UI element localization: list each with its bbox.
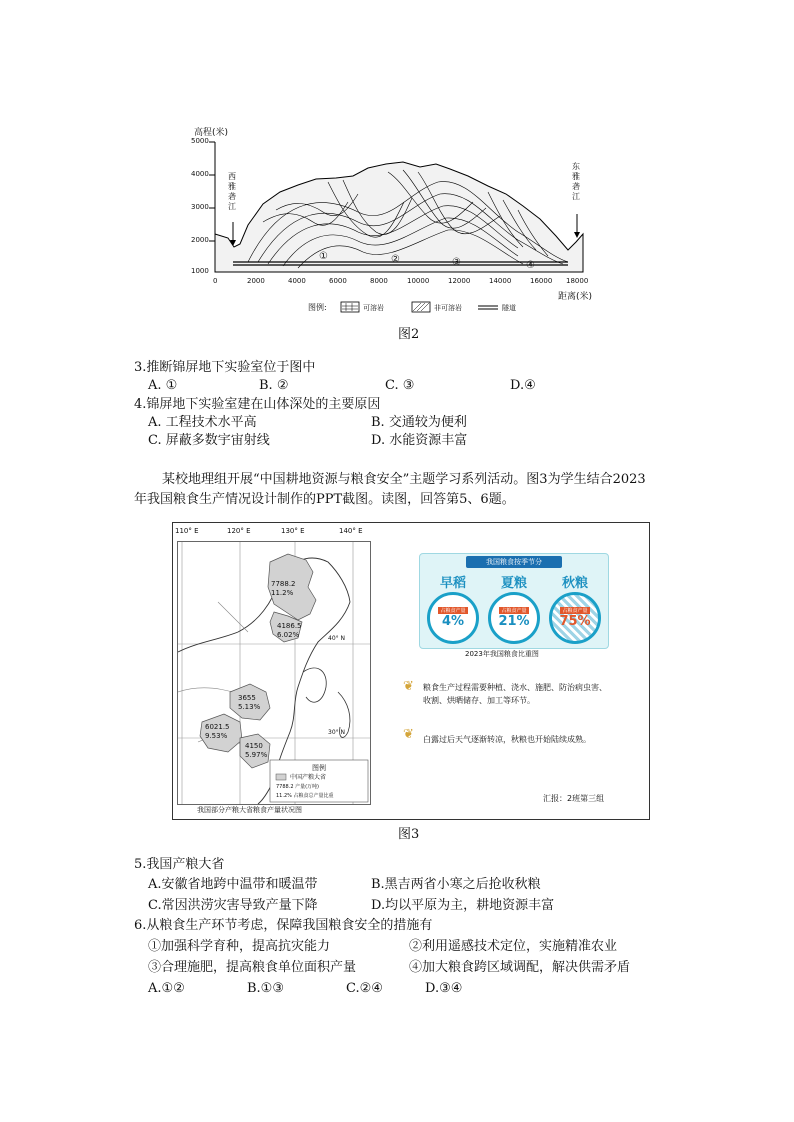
season-name: 夏粮 xyxy=(500,576,527,591)
q3-option-a: A. ① xyxy=(148,378,178,393)
legend-tunnel: 隧道 xyxy=(502,304,516,312)
x-tick: 16000 xyxy=(530,277,553,285)
intro-line-2: 年我国粮食生产情况设计制作的PPT截图。读图，回答第5、6题。 xyxy=(134,492,515,507)
lat-label: 30° N xyxy=(328,729,346,736)
map-legend-item: 中国产粮大省 xyxy=(290,774,327,781)
marker-4: ④ xyxy=(526,260,535,271)
season-pie xyxy=(488,592,540,644)
q6-option-c: C.②④ xyxy=(346,981,383,996)
season-pie xyxy=(549,592,601,644)
q6-statement-3: ③合理施肥，提高粮食单位面积产量 xyxy=(148,960,357,975)
y-axis-label: 高程(米) xyxy=(194,128,229,138)
province-value: 3655 5.13% xyxy=(238,694,261,711)
season-chart-panel xyxy=(419,553,609,649)
west-river-label: 西雅砻江 xyxy=(228,172,236,211)
lon-label: 130° E xyxy=(281,527,305,535)
q4-option-a: A. 工程技术水平高 xyxy=(148,415,257,430)
season-autumn-grain xyxy=(548,572,602,644)
x-tick: 6000 xyxy=(329,277,347,285)
figure-2-cross-section xyxy=(188,122,608,320)
season-pie xyxy=(427,592,479,644)
province-value: 4186.5 6.02% xyxy=(277,622,302,639)
y-tick: 1000 xyxy=(191,267,209,275)
season-tag: 占粮食产量 xyxy=(440,608,466,614)
y-tick: 2000 xyxy=(191,236,209,244)
season-early-rice xyxy=(426,572,480,644)
lon-label: 140° E xyxy=(339,527,363,535)
cross-section-diagram xyxy=(188,122,608,320)
province-value: 4150 5.97% xyxy=(245,742,268,759)
q6-option-d: D.③④ xyxy=(425,981,463,996)
q3-option-b: B. ② xyxy=(259,378,289,393)
marker-2: ② xyxy=(391,254,400,265)
intro-line-1: 某校地理组开展“中国耕地资源与粮食安全”主题学习系列活动。图3为学生结合2023 xyxy=(162,472,646,487)
legend-label: 图例: xyxy=(308,303,327,312)
wheat-icon: ❦ xyxy=(403,727,414,742)
legend-insoluble: 非可溶岩 xyxy=(434,304,462,312)
season-name: 早稻 xyxy=(439,576,466,591)
reporter: 汇报：2班第三组 xyxy=(543,794,605,803)
figure-3-ppt-slide xyxy=(172,522,650,820)
q6-option-a: A.①② xyxy=(148,981,185,996)
q4-option-b: B. 交通较为便利 xyxy=(371,415,467,430)
q4-option-c: C. 屏蔽多数宇宙射线 xyxy=(148,433,270,448)
q6-statement-2: ②利用遥感技术定位，实施精准农业 xyxy=(409,939,618,954)
note-2: 白露过后天气逐渐转凉，秋粮也开始陆续成熟。 xyxy=(423,735,591,744)
q6-stem: 6.从粮食生产环节考虑，保障我国粮食安全的措施有 xyxy=(134,918,433,933)
wheat-icon: ❦ xyxy=(403,679,414,694)
x-tick: 14000 xyxy=(489,277,512,285)
x-tick: 10000 xyxy=(407,277,430,285)
map-panel xyxy=(177,541,371,805)
season-tag: 占粮食产量 xyxy=(562,608,588,614)
q6-option-b: B.①③ xyxy=(247,981,284,996)
season-pct: 75% xyxy=(559,614,591,629)
x-tick: 18000 xyxy=(566,277,589,285)
q5-option-c: C.常因洪涝灾害导致产量下降 xyxy=(148,898,318,913)
province-value: 6021.5 9.53% xyxy=(205,723,230,740)
figure-3-caption: 图3 xyxy=(398,827,420,842)
q5-stem: 5.我国产粮大省 xyxy=(134,857,225,872)
x-axis-label: 距离(米) xyxy=(558,292,593,302)
q4-option-d: D. 水能资源丰富 xyxy=(371,433,468,448)
x-tick: 2000 xyxy=(247,277,265,285)
q5-option-b: B.黑吉两省小寒之后抢收秋粮 xyxy=(371,877,541,892)
x-tick: 4000 xyxy=(288,277,306,285)
season-summer-grain xyxy=(487,572,541,644)
season-panel-title: 我国粮食按季节分 xyxy=(466,556,562,568)
map-legend-value: 7788.2 产量(万吨) xyxy=(276,784,319,790)
x-tick: 0 xyxy=(213,277,218,285)
q3-stem: 3.推断锦屏地下实验室位于图中 xyxy=(134,360,316,375)
q4-stem: 4.锦屏地下实验室建在山体深处的主要原因 xyxy=(134,397,381,412)
q3-option-d: D.④ xyxy=(510,378,536,393)
legend-soluble: 可溶岩 xyxy=(363,304,384,312)
lat-label: 40° N xyxy=(328,635,346,642)
figure-2-caption: 图2 xyxy=(398,327,420,342)
season-tag: 占粮食产量 xyxy=(501,608,527,614)
y-tick: 5000 xyxy=(191,137,209,145)
q5-option-a: A.安徽省地跨中温带和暖温带 xyxy=(148,877,318,892)
y-tick: 4000 xyxy=(191,170,209,178)
lon-label: 110° E xyxy=(175,527,199,535)
q3-option-c: C. ③ xyxy=(385,378,415,393)
y-tick: 3000 xyxy=(191,203,209,211)
q5-option-d: D.均以平原为主，耕地资源丰富 xyxy=(371,898,555,913)
note-1: 粮食生产过程需要种植、浇水、施肥、防治病虫害、 收割、烘晒储存、加工等环节。 xyxy=(423,683,607,705)
marker-3: ③ xyxy=(452,257,461,268)
season-pct: 21% xyxy=(498,614,530,629)
marker-1: ① xyxy=(319,251,328,262)
x-tick: 12000 xyxy=(448,277,471,285)
season-name: 秋粮 xyxy=(561,576,588,591)
map-caption: 我国部分产粮大省粮食产量状况图 xyxy=(197,806,302,814)
map-legend-title: 图例 xyxy=(312,764,326,772)
season-pct: 4% xyxy=(441,614,465,629)
province-value: 7788.2 11.2% xyxy=(271,580,296,597)
lon-label: 120° E xyxy=(227,527,251,535)
map-legend-pct: 11.2% 占粮食总产量比重 xyxy=(276,793,334,799)
q6-statement-4: ④加大粮食跨区域调配，解决供需矛盾 xyxy=(409,960,631,975)
season-chart-caption: 2023年我国粮食比重图 xyxy=(465,650,539,658)
east-river-label: 东雅砻江 xyxy=(572,162,580,201)
q6-statement-1: ①加强科学育种，提高抗灾能力 xyxy=(148,939,331,954)
x-tick: 8000 xyxy=(370,277,388,285)
